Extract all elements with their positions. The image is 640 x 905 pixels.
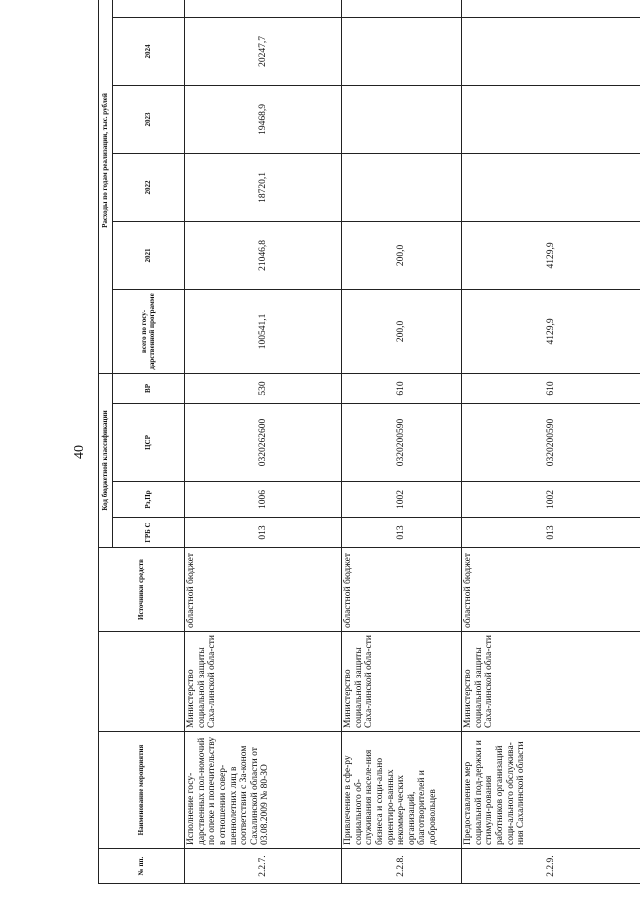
row-total: 4129,9	[462, 289, 640, 373]
row-2022: 18720,1	[185, 153, 342, 221]
row-2022	[462, 153, 640, 221]
header-2021: 2021	[113, 221, 185, 289]
row-vr: 610	[342, 373, 462, 403]
row-total: 200,0	[342, 289, 462, 373]
row-activity-name: Привлечение в сфе-ру социального об-служивания населе-ния бизнеса и соци-ально ориентиро-ванных некоммер-ческих организаций, благотворителей и добровольцев	[342, 732, 462, 849]
row-2021: 200,0	[342, 221, 462, 289]
header-source: Источники средств	[99, 548, 185, 632]
row-funding-source: областной бюджет	[462, 548, 640, 632]
row-2023: 19468,9	[185, 85, 342, 153]
budget-table-page	[98, 16, 640, 884]
row-total: 100541,1	[185, 289, 342, 373]
page-number: 40	[72, 445, 87, 459]
row-2023	[462, 85, 640, 153]
row-grbs: 013	[462, 518, 640, 548]
row-rzpr: 1006	[185, 482, 342, 518]
row-grbs: 013	[342, 518, 462, 548]
row-2021: 4129,9	[462, 221, 640, 289]
row-number: 2.2.8.	[342, 849, 462, 884]
row-activity-name: Предоставление мер социальной под-держки и стимули-рования работников организаций соци-ального обслужива-ния Сахалинской области	[462, 732, 640, 849]
row-number: 2.2.7.	[185, 849, 342, 884]
row-csr: 0320200590	[342, 404, 462, 482]
header-vr: ВР	[113, 373, 185, 403]
row-csr: 0320262600	[185, 404, 342, 482]
row-2023	[342, 85, 462, 153]
row-csr: 0320200590	[462, 404, 640, 482]
row-funding-source: областной бюджет	[185, 548, 342, 632]
header-2022: 2022	[113, 153, 185, 221]
table-row	[185, 0, 342, 884]
header-name: Наименование мероприятия	[99, 732, 185, 849]
header-grbs: ГРБ С	[113, 518, 185, 548]
header-2023: 2023	[113, 85, 185, 153]
header-executor	[99, 632, 185, 732]
row-grbs: 013	[185, 518, 342, 548]
row-2022	[342, 153, 462, 221]
header-2025	[113, 0, 185, 17]
row-2024: 20247,7	[185, 17, 342, 85]
row-executor: Министерство социальной защиты Саха-линской обла-сти	[342, 632, 462, 732]
row-rzpr: 1002	[462, 482, 640, 518]
row-rzpr: 1002	[342, 482, 462, 518]
row-vr: 610	[462, 373, 640, 403]
budget-table	[98, 0, 640, 884]
header-no: № пп.	[99, 849, 185, 884]
row-executor: Министерство социальной защиты Саха-линской обла-сти	[185, 632, 342, 732]
header-budget-code-group: Код бюджетной классификации	[99, 373, 113, 547]
row-2021: 21046,8	[185, 221, 342, 289]
header-rzpr: Рз,Пр	[113, 482, 185, 518]
row-2025	[462, 0, 640, 17]
table-row	[462, 0, 640, 884]
header-2024: 2024	[113, 17, 185, 85]
row-2025	[185, 0, 342, 17]
header-expenses-group: Расходы по годам реализации, тыс. рублей	[99, 0, 113, 373]
row-2024	[462, 17, 640, 85]
row-vr: 530	[185, 373, 342, 403]
row-2025	[342, 0, 462, 17]
row-activity-name: Исполнение госу-дарственных пол-номочий по опеке и попечительству в отношении совер-шеннолетних лиц в соответствии с За-коном Сахалинской области от 03.08.2009 № 80-ЗО	[185, 732, 342, 849]
header-total: всего по госу-дарственной программе	[113, 289, 185, 373]
row-number: 2.2.9.	[462, 849, 640, 884]
header-csr: ЦСР	[113, 404, 185, 482]
table-row	[342, 0, 462, 884]
row-2024	[342, 17, 462, 85]
row-executor: Министерство социальной защиты Саха-линской обла-сти	[462, 632, 640, 732]
row-funding-source: областной бюджет	[342, 548, 462, 632]
